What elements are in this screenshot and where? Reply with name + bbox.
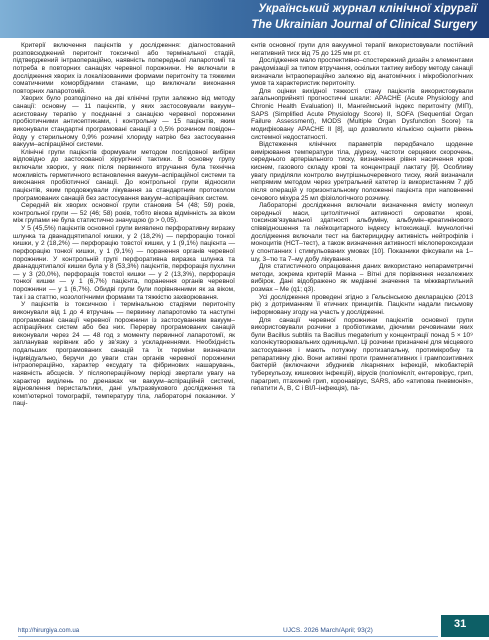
paragraph: Для статистичного опрацювання даних використано непараметричні методи, зокрема критерій Манна – Вітні для порівняння незалежних вибірок. Дані відображено як медіанні значення та міжквартильний розмах – Me (q1; q3).	[251, 263, 473, 293]
page-number: 31	[454, 618, 467, 630]
paragraph: Середній вік хворих основної групи становив 54 (48; 59) років, контрольної групи — 52 (46; 58) років, тобто вікова відмінність за віком між групами не була статистично значущою (p > 0,05).	[13, 202, 235, 225]
journal-citation	[283, 627, 373, 634]
paragraph: Дослідження мало проспективно–спостережний дизайн з елементами рандомізації за типом втручання, оскільки тактику вибору методу санації визначали інтраопераційно залежно від анатомічних і мікробіологічних умов та характеристик перитоніту.	[251, 57, 473, 88]
paragraph: єнтів основної групи для вакуумної терапії використовували постійний негативний тиск від 75 до 125 мм рт. ст.	[251, 42, 473, 57]
right-text-column	[251, 42, 473, 393]
journal-title-en: The Ukrainian Journal of Clinical Surgery	[251, 19, 477, 31]
journal-url-link[interactable]: http://hirurgiya.com.ua	[18, 627, 80, 634]
journal-header-band	[0, 0, 489, 38]
journal-issue: March/April; 93(2)	[320, 627, 373, 634]
paragraph: Для санації черевної порожнини пацієнтів основної групи використовували розчини з пробіотиками, діючими речовинами яких були Bacillus subtilis та Bacillus megaterium у концентрації понад 5 × 10⁹ колонієутворювальних одиниць/мл. Ці розчини призначені для місцевого застосування і мають потужну протизапальну, протимікробну та репаративну дію. Вони активні проти грамнегативних і грампозитивних бактерій (включаючи збудників лікарняних інфекцій, мікобактерій туберкульозу, кишкових інфекцій), вірусів (поліомієліт, ентеровірус, грип, парагрип, птахиний грип, коронавірус, SARS, або «атипова пневмонія», гепатити А, В, С і ВІЛ–інфекція), па-	[251, 316, 473, 393]
paragraph: Клінічні групи пацієнтів формували методом послідовної вибірки відповідно до застосованої хірургічної тактики. В основну групу включали хворих, у яких після первинного втручання була технічна можливість герметичного встановлення вакуум–аспіраційної системи та виконання пробіотичної санації. До контрольної групи відносили пацієнтів, яким продовжували лікування за стандартним протоколом програмованих санацій без застосування вакуум–аспіраційних систем.	[13, 148, 235, 202]
journal-title-ua: Український журнал клінічної хірургії	[258, 3, 477, 15]
paragraph: Відстеження клінічних параметрів передбачало щоденне вимірювання температури тіла, діурезу, частоти серцевих скорочень, середнього артеріального тиску, визначення рівня насичення крові киснем, газового складу крові та концентрації лактату [9]. Особливу увагу приділяли контролю внутрішньочеревного тиску, який визначали непрямим методом через уретральний катетер із використанням 7 діб після операцій у горизонтальному положенні пацієнта при наповненні сечового міхура 25 мл фізіологічного розчину.	[251, 141, 473, 202]
left-text-column	[13, 42, 235, 408]
paragraph: Для оцінки вихідної тяжкості стану пацієнтів використовували загальноприйняті прогностичні шкали: APACHE (Acute Physiology and Chronic Health Evaluation) II, Мангеймський індекс перитоніту (МІП), SAPS (Simplified Acute Physiology Score) II, SOFA (Sequential Organ Failure Assessment), MODS (Multiple Organ Dysfunction Score) та модифіковану APACHE II [8], що дозволило кількісно оцінити рівень системної недостатності.	[251, 87, 473, 141]
paragraph: У пацієнтів із токсичною і термінальною стадіями перитоніту виконували від 1 до 4 втручань — первинну лапаротомію та наступні програмовані санації черевної порожнини із застосуванням вакуум–аспіраційних систем або без них. Перерву програмованих санацій виконували через 24 — 48 год з моменту первинної лапаротомії, як запланував керівник або у зв’язку з ускладненнями. Необхідність подальших програмованих санацій та їх терміни визначали індивідуально, беручи до уваги стан органів черевної порожнини інтраопераційно, характер ексудату та фібринових нашарувань, наявність абсцесів. У післяопераційному періоді звертали увагу на характер виділень по дренажах чи вакуум–аспіраційній системі, відновлення перистальтики, дані ультразвукового дослідження та комп’ютерної томографії, температуру тіла, лабораторні показники. У паці-	[13, 301, 235, 408]
paragraph: Критерії включення пацієнтів у дослідження: діагностований розповсюджений перитоніт токсичної або термінальної стадій, підтверджений інтраопераційно, наявність попередньої лапаротомії та потреба в повторних санаціях черевної порожнини. Не включали в дослідження хворих із локалізованими формами перитоніту та тяжкими соматичними коморбідними станами, що виключали виконання повторних лапаротомій.	[13, 42, 235, 95]
paragraph: Хворих було розподілено на дві клінічні групи залежно від методу санації: основну — 11 пацієнтів, у яких застосовували вакуум–асистовану терапію у поєднанні з санацією черевної порожнини пробіотичними антисептиками, і контрольну — 15 пацієнтів, яким виконували стандартні програмовані санації з 0,5% розчином повідон–йоду у стерильному 0,9% розчині хлориду натрію без застосування вакуум–аспіраційної системи.	[13, 95, 235, 149]
paragraph: У 5 (45,5%) пацієнтів основної групи виявлено перфоративну виразку шлунка та дванадцятипалої кишки, у 2 (18,2%) — перфорацію тонкої кишки, у 2 (18,2%) — перфорацію товстої кишки, у 1 (9,1%) пацієнта — перфорацію тонкої кишки, у 1 (9,1%) — поранення органів черевної порожнини. У контрольній групі перфоративна виразка шлунка та дванадцятипалої кишки була у 8 (53,3%) пацієнтів, перфорація пухлини — у 3 (20,0%), перфорація товстої кишки — у 2 (13,3%), перфорація тонкої кишки — у 1 (6,7%) пацієнта, поранення органів черевної порожнини — у 1 (6,7%). Обидві групи були порівнянними як за віком, так і за статтю, нозологічними формами та тяжкістю захворювання.	[13, 225, 235, 301]
journal-year: 2026	[303, 627, 319, 634]
page-number-box	[441, 615, 489, 637]
journal-prefix: UJCS.	[283, 627, 303, 634]
footer-rule	[18, 636, 438, 637]
paragraph: Усі дослідження проведені згідно з Гельсінською декларацією (2013 рік) з дотриманням її етичних принципів. Пацієнти надали письмову інформовану згоду на участь у дослідженні.	[251, 293, 473, 316]
paragraph: Лабораторні дослідження включали визначення вмісту молекул середньої маси, цитолітичної активності сироватки крові, токсинзв’язувальної здатності альбуміну, альбумін–креатинінового співвідношення та лейкоцитарного індексу інтоксикації. Імунологічні дослідження включали тест на бактерицидну активність нейтрофілів і моноцитів (НСТ–тест), а також визначення активності мієлопероксидази у спонтанних і стимульованих умовах [10]. Показники фіксували на 1–шу, 3–тю та 7–му добу лікування.	[251, 202, 473, 263]
page-footer	[0, 613, 489, 640]
